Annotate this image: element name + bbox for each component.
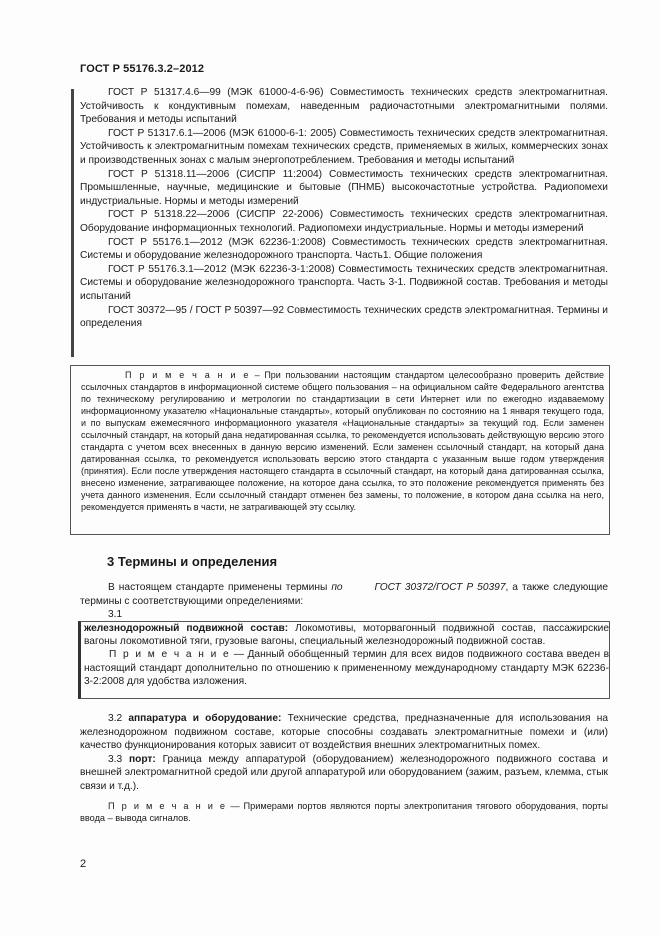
note-text: — Данный обобщенный термин для всех видов подвижного состава введен в настоящий стандарт дополнительно по отношению к примененному международному стандарту МЭК 62236-3-2:2008 для удобства изложения. [84,649,609,687]
intro-po: по [331,582,343,593]
definition-3-2 [80,712,608,753]
definition-number: 3.3 [108,753,123,765]
definition-number: 3.2 [108,713,123,724]
term-definition: Граница между аппаратурой (оборудованием) железнодорожного подвижного состава и внешней электромагнитной средой или другой аппаратурой или оборудованием (зажим, разъем, клемма, стык связи и т.д.). [80,753,608,792]
definition-3-3 [80,753,608,794]
reference-item: ГОСТ Р 55176.3.1—2012 (МЭК 62236-3-1:2008) Совместимость технических средств электромагнитная. Системы и оборудование железнодорожного транспорта. Часть 3-1. Подвижной состав. Требования и методы испытаний [80,263,608,302]
page-number: 2 [80,858,87,870]
term: железнодорожный подвижной состав: [84,623,289,634]
reference-item: ГОСТ Р 51317.6.1—2006 (МЭК 61000-6-1: 2005) Совместимость технических средств электромагнитная. Устойчивость к электромагнитным помехам технических средств, применяемых в жилых, коммерческих зонах и производственных зонах с малым энергопотреблением. Требования и методы испытаний [80,127,608,166]
section-intro [80,581,608,622]
reference-item: ГОСТ Р 51318.11—2006 (СИСПР 11:2004) Совместимость технических средств электромагнитная. Промышленные, научные, медицинские и бытовые (ПНМБ) высокочастотные устройства. Радиопомехи индустриальные. Нормы и методы измерений [80,168,608,207]
definition-3-1-note [84,648,609,688]
term: аппаратура и оборудование: [128,713,282,724]
note-label: П р и м е ч а н и е [125,370,250,380]
note-paragraph [80,800,608,824]
intro-text-end: , а также следующие термины с соответствующими определениями: [80,582,608,607]
note-label: П р и м е ч а н и е [108,801,227,811]
references-list [80,86,608,331]
definitions-list [80,712,608,794]
reference-item: ГОСТ Р 51318.22—2006 (СИСПР 22-2006) Совместимость технических средств электромагнитная. Оборудование информационных технологий. Радиопомехи индустриальные. Нормы и методы измерений [80,209,608,234]
page-header: ГОСТ Р 55176.3.2–2012 [80,63,205,75]
section-title: 3 Термины и определения [107,554,278,569]
change-bar [71,89,74,357]
definition-number: 3.1 [108,609,123,621]
definition-3-1 [84,622,609,648]
intro-paragraph [80,581,608,608]
references-note-box [70,365,610,535]
definition-3-1-box [78,621,610,699]
reference-item: ГОСТ 30372—95 / ГОСТ Р 50397—92 Совместимость технических средств электромагнитная. Термины и определения [80,304,608,330]
term-definition: Локомотивы, моторвагонный подвижной состав, пассажирские вагоны локомотивной тяги, грузовые вагоны, специальный железнодорожный подвижной состав. [84,623,610,648]
intro-standard-ref: ГОСТ 30372/ГОСТ Р 50397 [374,582,506,593]
ports-note [80,800,608,824]
note-label: П р и м е ч а н и е [109,649,231,661]
term-definition: Технические средства, предназначенные для использования на железнодорожном подвижном составе, которые способны создавать электромагнитные помехи и (или) качество функционирования которых зависит от воздействия внешних электромагнитных помех. [80,713,608,752]
intro-text: В настоящем стандарте применены термины [108,582,332,593]
reference-item: ГОСТ Р 55176.1—2012 (МЭК 62236-1:2008) Совместимость технических средств электромагнитная. Системы и оборудование железнодорожного транспорта. Часть1. Общие положения [80,236,608,262]
note-text: — Примерами портов являются порты электропитания тягового оборудования, порты ввода – вывода сигналов. [80,801,608,824]
note-text: – При пользовании настоящим стандартом целесообразно проверить действие ссылочных стандартов в информационной системе общего пользования – на официальном сайте Федерального агентства по техническому регулированию и метрологии по стандартизации в сети Интернет или по ежегодно издаваемому информационному указателю «Национальные стандарты», который опубликован по состоянию на 1 января текущего года, и по выпускам ежемесячного информационного указателя «Национальные стандарты» за текущий год. Если заменен ссылочный стандарт, на который дана недатированная ссылка, то рекомендуется использовать действующую версию этого стандарта с учетом всех внесенных в данную версию изменений. Если заменен ссылочный стандарт, на который дана датированная ссылка, то рекомендуется использовать версию этого стандарта с указанным выше годом утверждения (принятия). Если после утверждения настоящего стандарта в ссылочный стандарт, на который дана датированная ссылка, внесено изменение, затрагивающее положение, на которое дана ссылка, то это положение рекомендуется применять без учета данного изменения. Если ссылочный стандарт отменен без замены, то положение, в котором дана ссылка на него, рекомендуется применять в части, не затрагивающей эту ссылку. [81,370,604,512]
reference-item: ГОСТ Р 51317.4.6—99 (МЭК 61000-4-6-96) Совместимость технических средств электромагнитная. Устойчивость к кондуктивным помехам, наведенным радиочастотными электромагнитными полями. Требования и методы испытаний [80,87,608,126]
term: порт: [128,753,156,765]
note-paragraph [81,369,604,513]
